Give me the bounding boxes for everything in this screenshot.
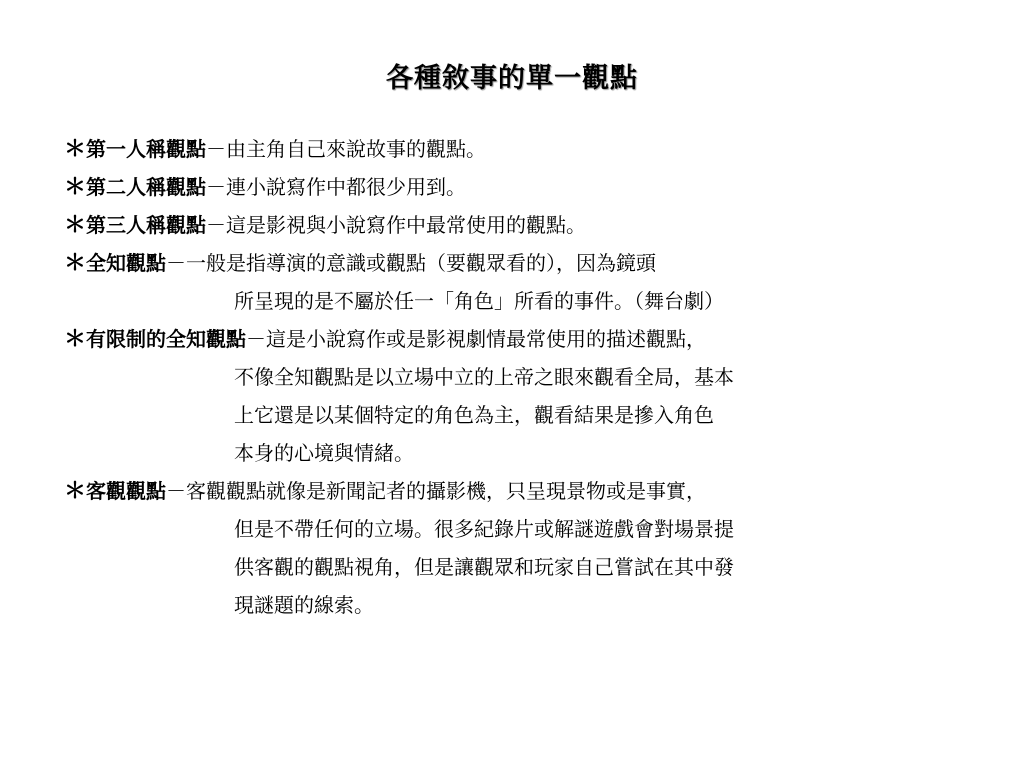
description-line: －由主角自己來說故事的觀點。 — [206, 137, 487, 161]
term-limited-omniscient: 有限制的全知觀點 — [86, 327, 247, 351]
term-objective: 客觀觀點 — [86, 479, 167, 503]
bullet-star: ＊ — [64, 250, 87, 276]
description-line: －這是小說寫作或是影視劇情最常使用的描述觀點， — [246, 327, 707, 351]
list-item — [64, 320, 994, 472]
description-line: 本身的心境與情緒。 — [234, 441, 414, 465]
description-line: 所呈現的是不屬於任一「角色」所看的事件。（舞台劇） — [234, 289, 724, 313]
list-item — [64, 244, 994, 320]
description-line: －一般是指導演的意識或觀點（要觀眾看的），因為鏡頭 — [166, 251, 657, 275]
bullet-star: ＊ — [64, 174, 87, 200]
bullet-star: ＊ — [64, 136, 87, 162]
description-line: －客觀觀點就像是新聞記者的攝影機，只呈現景物或是事實， — [166, 479, 707, 503]
term-omniscient: 全知觀點 — [86, 251, 167, 275]
viewpoint-list — [64, 130, 994, 624]
description-line: 上它還是以某個特定的角色為主，觀看結果是摻入角色 — [234, 403, 714, 427]
term-third-person: 第三人稱觀點 — [86, 213, 207, 237]
bullet-star: ＊ — [64, 212, 87, 238]
description-line: －連小說寫作中都很少用到。 — [206, 175, 467, 199]
list-item — [64, 472, 994, 624]
description-line: 不像全知觀點是以立場中立的上帝之眼來觀看全局，基本 — [234, 365, 734, 389]
description-line: 現謎題的線索。 — [234, 593, 374, 617]
list-item — [64, 130, 994, 168]
description-line: －這是影視與小說寫作中最常使用的觀點。 — [206, 213, 587, 237]
bullet-star: ＊ — [64, 478, 87, 504]
term-first-person: 第一人稱觀點 — [86, 137, 207, 161]
page-title: 各種敘事的單一觀點 — [386, 63, 638, 94]
description-line: 但是不帶任何的立場。很多紀錄片或解謎遊戲會對場景提 — [234, 517, 734, 541]
bullet-star: ＊ — [64, 326, 87, 352]
list-item — [64, 206, 994, 244]
description-line: 供客觀的觀點視角，但是讓觀眾和玩家自己嘗試在其中發 — [234, 555, 734, 579]
list-item — [64, 168, 994, 206]
term-second-person: 第二人稱觀點 — [86, 175, 207, 199]
